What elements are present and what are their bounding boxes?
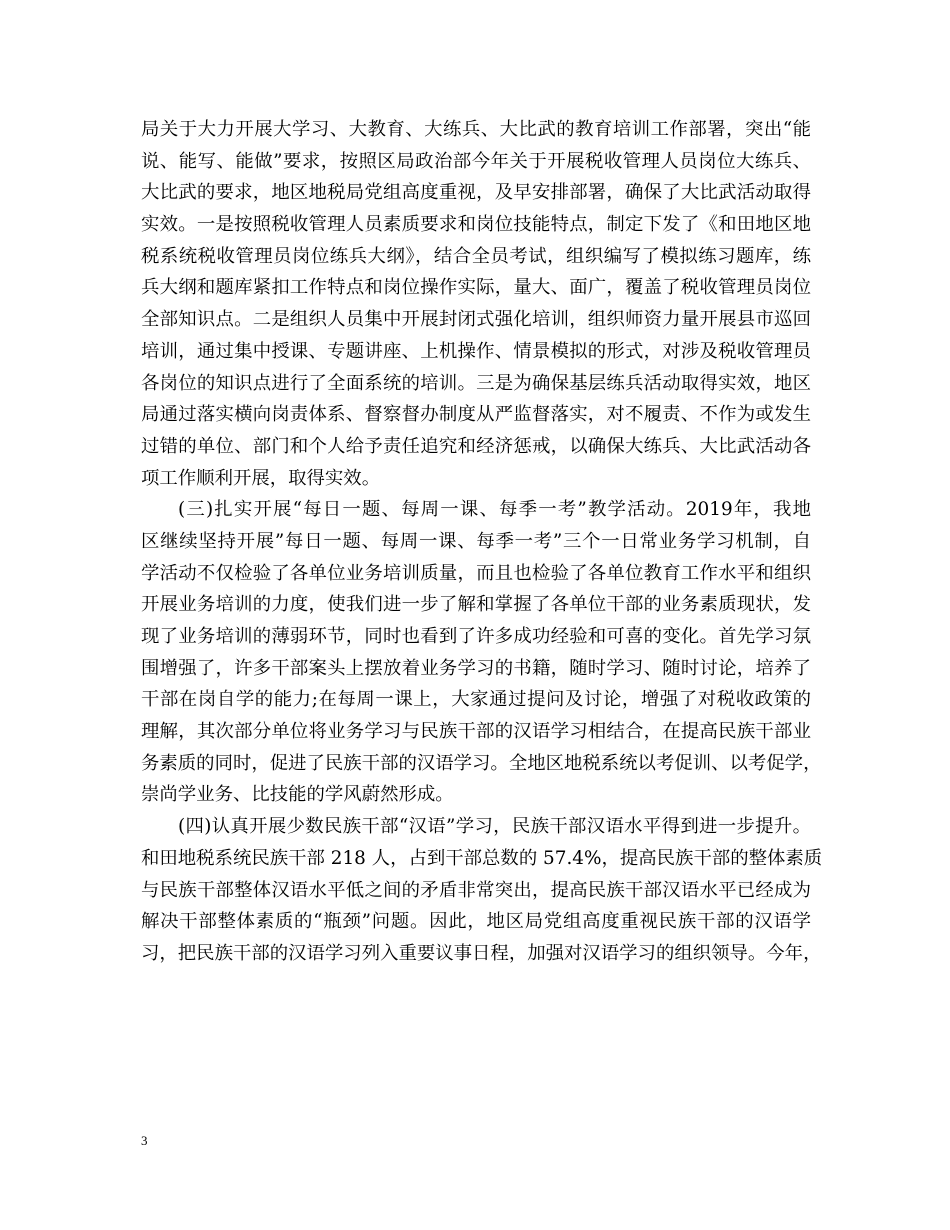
text-line: 解决干部整体素质的“瓶颈”问题。因此，地区局党组高度重视民族干部的汉语学 bbox=[141, 911, 811, 933]
text-line: 理解，其次部分单位将业务学习与民族干部的汉语学习相结合，在提高民族干部业 bbox=[141, 721, 811, 743]
text-line: 过错的单位、部门和个人给予责任追究和经济惩戒，以确保大练兵、大比武活动各 bbox=[141, 435, 811, 457]
text-line: 各岗位的知识点进行了全面系统的培训。三是为确保基层练兵活动取得实效，地区 bbox=[141, 372, 811, 394]
text-line: 区继续坚持开展”每日一题、每周一课、每季一考”三个一日常业务学习机制，自 bbox=[141, 530, 811, 552]
page-number: 3 bbox=[141, 1133, 148, 1148]
text-line: 局通过落实横向岗责体系、督察督办制度从严监督落实，对不履责、不作为或发生 bbox=[141, 404, 811, 426]
text-line: (三)扎实开展“每日一题、每周一课、每季一考”教学活动。2019年，我地 bbox=[178, 499, 811, 521]
text-line: 说、能写、能做”要求，按照区局政治部今年关于开展税收管理人员岗位大练兵、 bbox=[141, 150, 811, 172]
text-line: 围增强了，许多干部案头上摆放着业务学习的书籍，随时学习、随时讨论，培养了 bbox=[141, 657, 811, 679]
text-line: 与民族干部整体汉语水平低之间的矛盾非常突出，提高民族干部汉语水平已经成为 bbox=[141, 879, 811, 901]
text-line: 全部知识点。二是组织人员集中开展封闭式强化培训，组织师资力量开展县市巡回 bbox=[141, 309, 811, 331]
text-line: 局关于大力开展大学习、大教育、大练兵、大比武的教育培训工作部署，突出“能 bbox=[141, 119, 811, 140]
body-text bbox=[141, 114, 823, 970]
text-line: 习，把民族干部的汉语学习列入重要议事日程，加强对汉语学习的组织领导。今年， bbox=[141, 942, 822, 964]
text-line: 大比武的要求，地区地税局党组高度重视，及早安排部署，确保了大比武活动取得 bbox=[141, 182, 811, 204]
text-line: 项工作顺利开展，取得实效。 bbox=[141, 467, 381, 489]
text-line: 税系统税收管理员岗位练兵大纲》，结合全员考试，组织编写了模拟练习题库，练 bbox=[141, 245, 811, 267]
text-line: 和田地税系统民族干部 218 人，占到干部总数的 57.4%，提高民族干部的整体素质 bbox=[141, 847, 823, 869]
text-line: 开展业务培训的力度，使我们进一步了解和掌握了各单位干部的业务素质现状，发 bbox=[141, 594, 811, 616]
text-line: (四)认真开展少数民族干部“汉语”学习，民族干部汉语水平得到进一步提升。 bbox=[178, 816, 811, 838]
text-line: 务素质的同时，促进了民族干部的汉语学习。全地区地税系统以考促训、以考促学， bbox=[141, 752, 822, 774]
text-line: 现了业务培训的薄弱环节，同时也看到了许多成功经验和可喜的变化。首先学习氛 bbox=[141, 626, 811, 647]
text-line: 学活动不仅检验了各单位业务培训质量，而且也检验了各单位教育工作水平和组织 bbox=[141, 562, 811, 584]
text-line: 干部在岗自学的能力;在每周一课上，大家通过提问及讨论，增强了对税收政策的 bbox=[141, 689, 811, 711]
text-line: 实效。一是按照税收管理人员素质要求和岗位技能特点，制定下发了《和田地区地 bbox=[141, 214, 811, 236]
text-line: 培训，通过集中授课、专题讲座、上机操作、情景模拟的形式，对涉及税收管理员 bbox=[141, 340, 811, 362]
text-line: 兵大纲和题库紧扣工作特点和岗位操作实际，量大、面广，覆盖了税收管理员岗位 bbox=[141, 277, 811, 299]
text-line: 崇尚学业务、比技能的学风蔚然形成。 bbox=[141, 784, 454, 806]
